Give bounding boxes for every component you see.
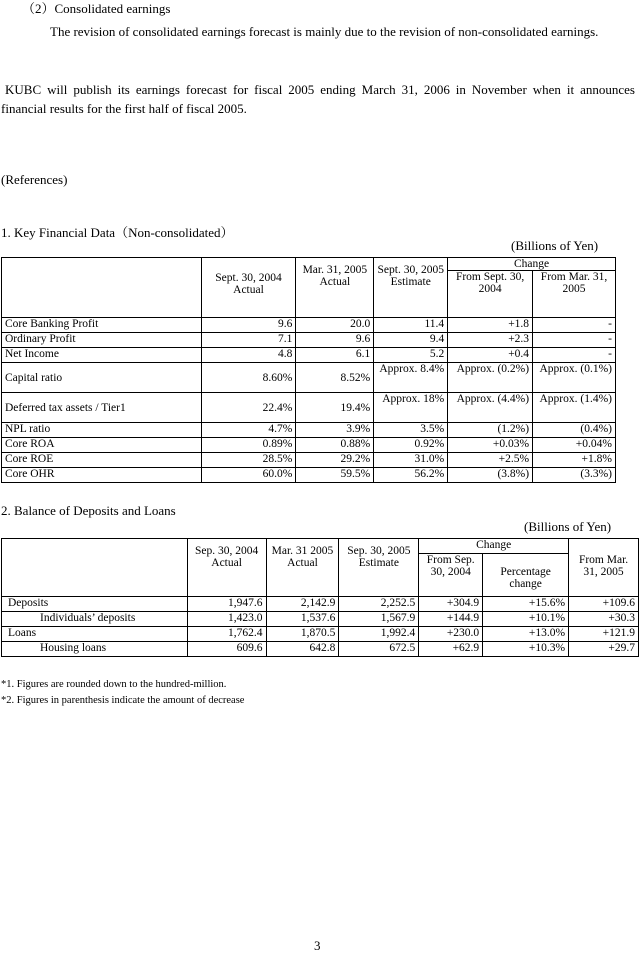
cell: (1.2%) — [448, 423, 533, 438]
cell: (3.3%) — [533, 468, 616, 483]
cell: 4.7% — [201, 423, 296, 438]
table-row — [2, 453, 616, 468]
cell: 3.9% — [296, 423, 374, 438]
cell: 0.92% — [374, 438, 448, 453]
cell: Approx. (0.2%) — [448, 363, 533, 393]
table-row — [2, 348, 616, 363]
table-row — [2, 393, 616, 423]
section1-title: 1. Key Financial Data（Non-consolidated） — [1, 225, 234, 240]
cell: 20.0 — [296, 318, 374, 333]
cell: 1,992.4 — [339, 627, 419, 642]
cell: Approx. 8.4% — [374, 363, 448, 393]
row-label: Net Income — [2, 348, 202, 363]
cell: 4.8 — [201, 348, 296, 363]
cell: 0.88% — [296, 438, 374, 453]
row-label: Deposits — [2, 597, 188, 612]
header-col1: Sept. 30, 2004 Actual — [201, 258, 296, 318]
section1-unit: (Billions of Yen) — [511, 238, 599, 253]
cell: Approx. (0.1%) — [533, 363, 616, 393]
cell: 609.6 — [187, 642, 266, 657]
cell: 19.4% — [296, 393, 374, 423]
cell: - — [533, 333, 616, 348]
cell: +13.0% — [483, 627, 569, 642]
cell: +109.6 — [569, 597, 639, 612]
header-change-from-mar: From Mar. 31, 2005 — [569, 539, 639, 597]
header-col2: Mar. 31 2005 Actual — [266, 539, 339, 597]
cell: +1.8 — [448, 318, 533, 333]
row-label: Capital ratio — [2, 363, 202, 393]
header-col3: Sept. 30, 2005 Estimate — [374, 258, 448, 318]
header-blank — [2, 258, 202, 318]
header-percentage-change: Percentage change — [483, 554, 569, 597]
header-blank — [2, 539, 188, 597]
cell: 9.6 — [296, 333, 374, 348]
cell: Approx. (4.4%) — [448, 393, 533, 423]
table-row — [2, 363, 616, 393]
cell: 2,142.9 — [266, 597, 339, 612]
cell: 1,762.4 — [187, 627, 266, 642]
cell: 672.5 — [339, 642, 419, 657]
footnote-2: *2. Figures in parenthesis indicate the amount of decrease — [1, 695, 245, 706]
cell: 9.4 — [374, 333, 448, 348]
cell: Approx. (1.4%) — [533, 393, 616, 423]
cell: +144.9 — [419, 612, 483, 627]
table-row — [2, 627, 639, 642]
row-label: NPL ratio — [2, 423, 202, 438]
cell: +0.4 — [448, 348, 533, 363]
cell: 3.5% — [374, 423, 448, 438]
cell: 1,423.0 — [187, 612, 266, 627]
row-label: Ordinary Profit — [2, 333, 202, 348]
row-label: Deferred tax assets / Tier1 — [2, 393, 202, 423]
header-change-from-sep: From Sep. 30, 2004 — [419, 554, 483, 597]
row-label: Core OHR — [2, 468, 202, 483]
cell: 31.0% — [374, 453, 448, 468]
cell: +29.7 — [569, 642, 639, 657]
cell: +10.1% — [483, 612, 569, 627]
table-row — [2, 333, 616, 348]
table-row — [2, 468, 616, 483]
consolidated-text: The revision of consolidated earnings forecast is mainly due to the revision of non-consolidated earnings. — [50, 24, 599, 39]
cell: 2,252.5 — [339, 597, 419, 612]
table-row — [2, 423, 616, 438]
table-row — [2, 642, 639, 657]
row-label: Individuals’ deposits — [2, 612, 188, 627]
cell: +0.03% — [448, 438, 533, 453]
row-label: Loans — [2, 627, 188, 642]
references-heading: (References) — [1, 172, 68, 187]
cell: 6.1 — [296, 348, 374, 363]
section2-title: 2. Balance of Deposits and Loans — [1, 503, 176, 518]
cell: 29.2% — [296, 453, 374, 468]
table-row — [2, 318, 616, 333]
deposits-loans-table — [1, 538, 639, 657]
cell: 0.89% — [201, 438, 296, 453]
cell: +15.6% — [483, 597, 569, 612]
cell: 7.1 — [201, 333, 296, 348]
cell: 8.60% — [201, 363, 296, 393]
cell: +230.0 — [419, 627, 483, 642]
cell: Approx. 18% — [374, 393, 448, 423]
cell: +304.9 — [419, 597, 483, 612]
footnote-1: *1. Figures are rounded down to the hundred-million. — [1, 679, 227, 690]
section2-unit: (Billions of Yen) — [524, 519, 612, 534]
cell: +2.3 — [448, 333, 533, 348]
row-label: Housing loans — [2, 642, 188, 657]
cell: (3.8%) — [448, 468, 533, 483]
cell: 28.5% — [201, 453, 296, 468]
cell: 8.52% — [296, 363, 374, 393]
row-label: Core ROE — [2, 453, 202, 468]
header-change: Change — [419, 539, 569, 554]
cell: +121.9 — [569, 627, 639, 642]
row-label: Core ROA — [2, 438, 202, 453]
cell: 60.0% — [201, 468, 296, 483]
header-change-from-sep: From Sept. 30, 2004 — [448, 271, 533, 318]
cell: 9.6 — [201, 318, 296, 333]
table-row — [2, 438, 616, 453]
header-col3: Sep. 30, 2005 Estimate — [339, 539, 419, 597]
cell: 1,947.6 — [187, 597, 266, 612]
cell: +2.5% — [448, 453, 533, 468]
cell: 22.4% — [201, 393, 296, 423]
cell: +10.3% — [483, 642, 569, 657]
header-col2: Mar. 31, 2005 Actual — [296, 258, 374, 318]
cell: - — [533, 318, 616, 333]
cell: (0.4%) — [533, 423, 616, 438]
publish-note: KUBC will publish its earnings forecast for fiscal 2005 ending March 31, 2006 in November when it announces financial results for the first half of fiscal 2005. — [1, 82, 635, 116]
header-change: Change — [448, 258, 616, 271]
cell: 1,567.9 — [339, 612, 419, 627]
cell: 59.5% — [296, 468, 374, 483]
row-label: Core Banking Profit — [2, 318, 202, 333]
header-change-from-mar: From Mar. 31, 2005 — [533, 271, 616, 318]
header-col1: Sep. 30, 2004 Actual — [187, 539, 266, 597]
key-financial-table — [1, 257, 616, 483]
cell: +1.8% — [533, 453, 616, 468]
cell: +62.9 — [419, 642, 483, 657]
cell: 642.8 — [266, 642, 339, 657]
cell: 1,537.6 — [266, 612, 339, 627]
cell: 56.2% — [374, 468, 448, 483]
cell: 5.2 — [374, 348, 448, 363]
cell: 1,870.5 — [266, 627, 339, 642]
page-number: 3 — [314, 938, 321, 953]
consolidated-heading: （2）Consolidated earnings — [22, 1, 171, 16]
cell: - — [533, 348, 616, 363]
cell: 11.4 — [374, 318, 448, 333]
cell: +0.04% — [533, 438, 616, 453]
table-row — [2, 597, 639, 612]
cell: +30.3 — [569, 612, 639, 627]
table-row — [2, 612, 639, 627]
